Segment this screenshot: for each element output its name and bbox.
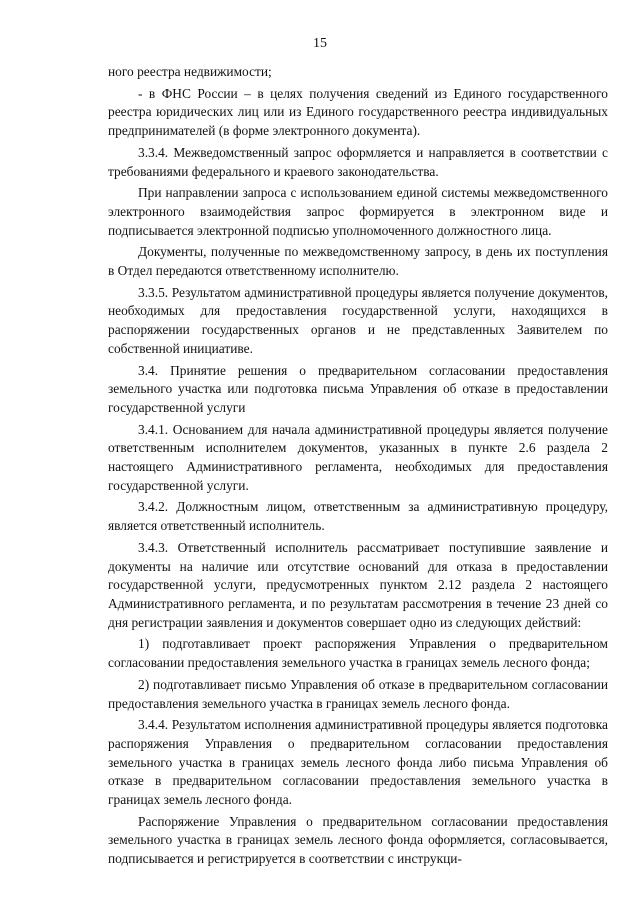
page-number: 15 xyxy=(313,36,327,51)
paragraph-documents-received: Документы, полученные по межведомственному запросу, в день их поступления в Отдел передаются ответственному исполнителю. xyxy=(108,244,608,279)
paragraph-fns-item: - в ФНС России – в целях получения сведений из Единого государственного реестра юридических лиц или из Единого государственного реестра индивидуальных предпринимателей (в форме электронного документа). xyxy=(108,85,608,139)
paragraph-electronic-request: При направлении запроса с использованием единой системы межведомственного электронного взаимодействия запрос формируется в электронном виде и подписывается электронной подписью уполномоченного должностного лица. xyxy=(108,185,608,238)
paragraph-3-3-4: 3.3.4. Межведомственный запрос оформляется и направляется в соответствии с требованиями федерального и краевого законодательства. xyxy=(108,144,608,179)
paragraph-order-registration: Распоряжение Управления о предварительном согласовании предоставления земельного участка в границах земель лесного фонда оформляется, согласовывается, подписывается и регистрируется в соответствии с инструкци- xyxy=(108,813,608,867)
document-body xyxy=(108,63,608,872)
paragraph-continuation: ного реестра недвижимости; xyxy=(108,64,272,79)
paragraph-3-4-2: 3.4.2. Должностным лицом, ответственным за административную процедуру, является ответственный исполнитель. xyxy=(108,499,608,534)
section-heading-3-4: 3.4. Принятие решения о предварительном согласовании предоставления земельного участка или подготовка письма Управления об отказе в предоставлении государственной услуги xyxy=(108,362,608,415)
paragraph-3-4-3: 3.4.3. Ответственный исполнитель рассматривает поступившие заявление и документы на наличие или отсутствие оснований для отказа в предоставлении государственной услуги, предусмотренных пунктом 2.12 раздела 2 настоящего Административного регламента, и по результатам рассмотрения в течение 23 дней со дня регистрации заявления и документов совершает одно из следующих действий: xyxy=(108,539,608,630)
paragraph-3-4-1: 3.4.1. Основанием для начала административной процедуры является получение ответственным исполнителем документов, указанных в пункте 2.6 раздела 2 настоящего Административного регламента, необходимых для предоставления государственной услуги. xyxy=(108,421,608,493)
list-item-1: 1) подготавливает проект распоряжения Управления о предварительном согласовании предоставления земельного участка в границах земель лесного фонда; xyxy=(108,636,608,671)
paragraph-3-4-4: 3.4.4. Результатом исполнения административной процедуры является подготовка распоряжения Управления о предварительном согласовании предоставления земельного участка в границах земель лесного фонда либо письма Управления об отказе в предварительном согласовании предоставления земельного участка в границах земель лесного фонда. xyxy=(108,717,608,808)
paragraph-3-3-5: 3.3.5. Результатом административной процедуры является получение документов, необходимых для предоставления государственной услуги, находящихся в распоряжении государственных органов и не представленных Заявителем по собственной инициативе. xyxy=(108,284,608,356)
list-item-2: 2) подготавливает письмо Управления об отказе в предварительном согласовании предоставления земельного участка в границах земель лесного фонда. xyxy=(108,676,608,711)
